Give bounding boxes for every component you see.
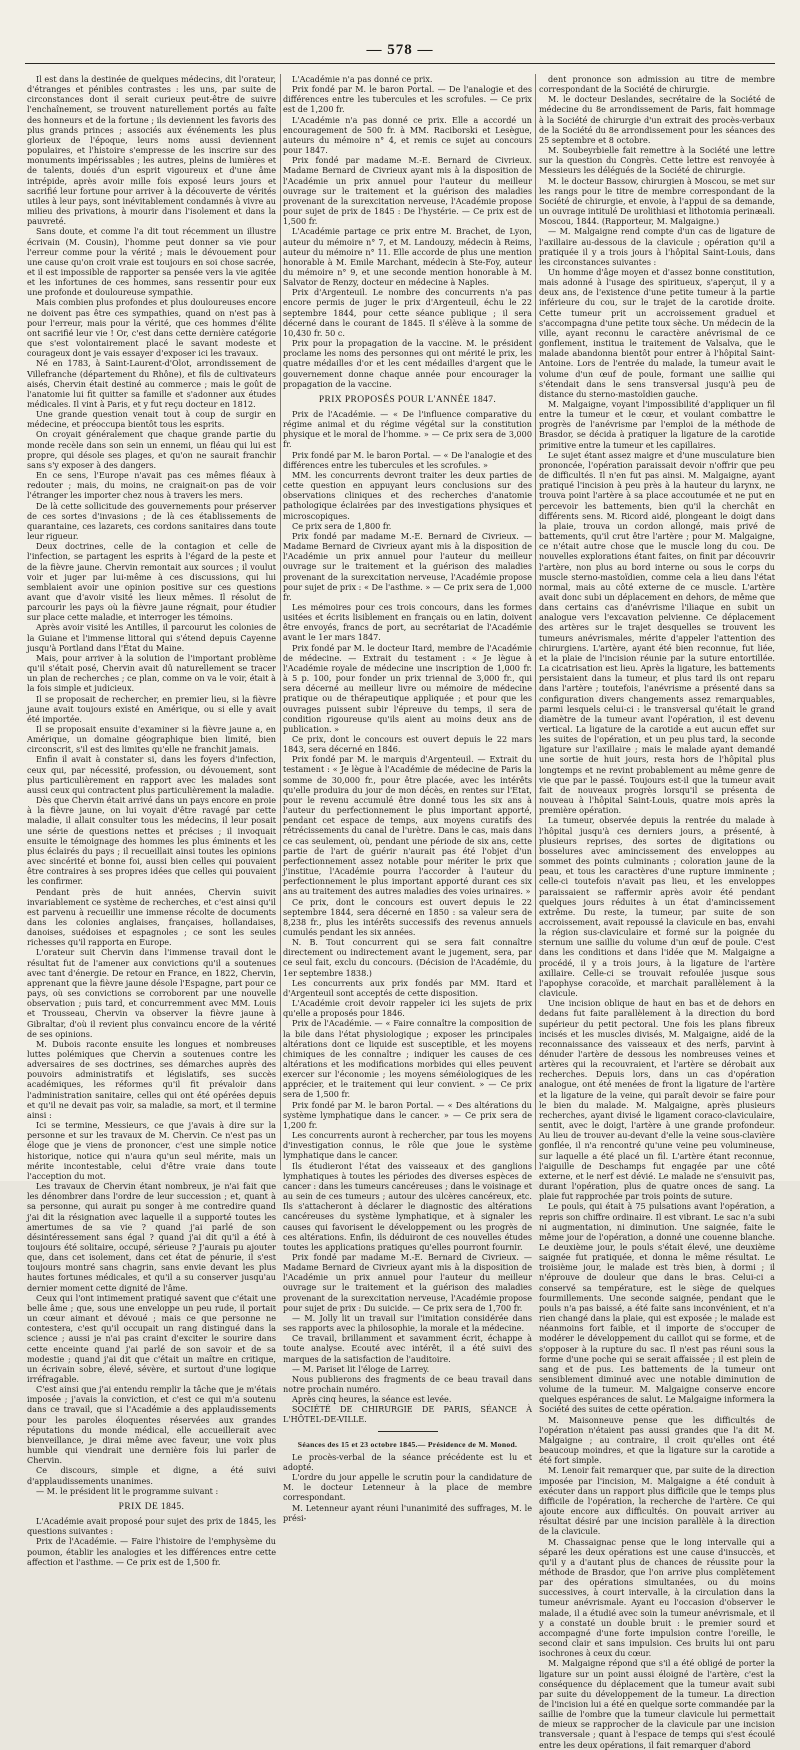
paragraph: L'Académie n'a pas donné ce prix. Elle a accordé un encouragement de 500 fr. à MM. Raciborski et Lesègue, auteurs du mémoire n° 4, et remis ce sujet au concours pour 1847.	[283, 114, 532, 156]
paragraph: L'Académie n'a pas donné ce prix.	[292, 74, 433, 84]
paragraph: C'est ainsi que j'ai entendu remplir la tâche que je m'étais imposée ; j'avais la conviction, et c'est ce qui m'a soutenu dans ce travail, que si l'Académie a des applaudissements pour les paroles éloquentes réservées aux grandes réputations du monde médical, elle accueillerait avec bienveillance, je dirai même avec faveur, une voix plus humble qui viendrait une dernière fois lui parler de Chervin.	[27, 1384, 276, 1466]
paragraph: Ce prix, dont le concours est ouvert depuis le 22 mars 1843, sera décerné en 1846.	[283, 734, 532, 755]
section-heading: PRIX DE 1845.	[118, 1501, 185, 1512]
paragraph: M. Chassaignac pense que le long intervalle qui a séparé les deux opérations est une cause d'insuccès, et qu'il y a d'autant plus de chances de réussite pour la méthode de Brasdor, que l'on arrive plus complètement par des opérations simultanées, ou du moins successives, à court intervalle, à la circulation dans la tumeur anévrismale. Ayant eu l'occasion d'observer le malade, il a étudié avec soin la tumeur anévrismale, et il y a constaté un double bruit : le premier sourd et accompagné d'une forte impulsion contre l'oreille, le second clair et sans impulsion. Ces bruits lui ont paru isochrones à ceux du cœur.	[539, 1536, 775, 1659]
paragraph: Nous publierons des fragments de ce beau travail dans notre prochain numéro.	[283, 1373, 532, 1394]
paragraph: Sans doute, et comme l'a dit tout récemment un illustre écrivain (M. Cousin), l'homme peut donner sa vie pour l'erreur comme pour la vérité ; mais le dévouement pour une cause qu'on croit vraie est toujours en soi chose sacrée, et il est impossible de rapporter sa pensée vers la vie agitée et les infortunes de ces hommes, sans ressentir pour eux une profonde et douloureuse sympathie.	[27, 226, 276, 298]
paragraph: Ils étudieront l'état des vaisseaux et des ganglions lymphatiques à toutes les périodes des diverses espèces de cancer : dans les tumeurs cancéreuses ; dans le voisinage et au sein de ces tumeurs ; autour des ulcères cancéreux, etc. Ils s'attacheront à déclarer le diagnostic des altérations cancéreuses du système lymphatique, et à signaler les causes qui favorisent le développement ou les progrès de ces altérations. Enfin, ils déduiront de ces nouvelles études toutes les applications pratiques qu'elles pourront fournir.	[283, 1160, 532, 1252]
paragraph: Mais combien plus profondes et plus douloureuses encore ne doivent pas être ces sympathies, quand on n'est pas à pour l'erreur, mais pour la vérité, que ces hommes d'élite ont sacrifié leur vie ! Or, c'est dans cette dernière catégorie que s'est volontairement placé le savant modeste et courageux dont je vais essayer d'exposer ici les travaux.	[27, 297, 276, 359]
paragraph: Prix fondé par M. le baron Portal. — « Des altérations du système lymphatique dans le cancer. » — Ce prix sera de 1,200 fr.	[283, 1099, 532, 1130]
paragraph: Prix fondé par madame M.-E. Bernard de Civrieux. — Madame Bernard de Civrieux ayant mis à la disposition de l'Académie un prix annuel pour l'auteur du meilleur ouvrage sur le traitement et la guérison des maladies provenant de la surexcitation nerveuse, l'Académie propose pour sujet de prix : « De l'asthme. » — Ce prix sera de 1,000 fr.	[283, 530, 532, 602]
paragraph: Un homme d'âge moyen et d'assez bonne constitution, mais adonné à l'usage des spiritueux, s'aperçut, il y a deux ans, de l'existence d'une petite tumeur à la partie inférieure du cou, sur le trajet de la carotide droite. Cette tumeur prit un accroissement graduel et s'accompagna d'une petite toux sèche. Un médecin de la ville, ayant reconnu le caractère anévrismal de ce gonflement, institua le traitement de Valsalva, que le malade abandonna bientôt pour entrer à l'hôpital Saint-Antoine. Lors de l'entrée du malade, la tumeur avait le volume d'un œuf de poule, formant une saillie qui s'étendait dans le sens transversal jusqu'à peu de distance du sterno-mastoïdien gauche.	[539, 266, 775, 399]
paragraph: — M. Pariset lit l'éloge de Larrey.	[292, 1363, 430, 1374]
paragraph: Pendant près de huit années, Chervin suivit invariablement ce système de recherches, et c'est ainsi qu'il est parvenu à recueillir une immense récolte de documents dans les colonies anglaises, françaises, hollandaises, danoises, suédoises et espagnoles ; ce sont les seules richesses qu'il rapporta en Europe.	[27, 886, 276, 948]
paragraph: Les concurrents aux prix fondés par MM. Itard et d'Argenteuil sont acceptés de cette disposition.	[283, 977, 532, 998]
paragraph: MM. les concurrents devront traiter les deux parties de cette question en appuyant leurs conclusions sur des observations cliniques et des recherches d'anatomie pathologique éclairées par des investigations physiques et microscopiques.	[283, 469, 532, 521]
paragraph: Prix fondé par M. le baron Portal. — « De l'analogie et des différences entre les tubercules et les scrofules. »	[283, 449, 532, 470]
paragraph: Prix fondé par madame M.-E. Bernard de Civrieux. Madame Bernard de Civrieux ayant mis à la disposition de l'Académie un prix annuel pour l'auteur du meilleur ouvrage sur le traitement et la guérison des maladies provenant de la surexcitation nerveuse, l'Académie propose pour sujet de prix de 1845 : De l'hystérie. — Ce prix est de 1,500 fr.	[283, 155, 532, 227]
paragraph: — M. Malgaigne rend compte d'un cas de ligature de l'axillaire au-dessous de la clavicule ; opération qu'il a pratiquée il y a trois jours à l'hôpital Saint-Louis, dans les circonstances suivantes :	[539, 226, 775, 267]
paragraph: N. B. Tout concurrent qui se sera fait connaître directement ou indirectement avant le jugement, sera, par ce seul fait, exclu du concours. (Décision de l'Académie, du 1er septembre 1838.)	[283, 937, 532, 978]
paragraph: Ce discours, simple et digne, a été suivi d'applaudissements unanimes.	[27, 1465, 276, 1486]
section-rule	[378, 1431, 438, 1432]
paragraph: M. Malgaigne, voyant l'impossibilité d'appliquer un fil entre la tumeur et le cœur, et voulant combattre le progrès de l'anévrisme par l'emploi de la méthode de Brasdor, se décida à pratiquer la ligature de la carotide primitive entre la tumeur et les capillaires.	[539, 399, 775, 450]
header-rule	[25, 63, 775, 64]
paragraph: Ce prix, dont le concours est ouvert depuis le 22 septembre 1844, sera décerné en 1850 : sa valeur sera de 8,238 fr., plus les intérêts successifs des revenus annuels cumulés pendant les six années.	[283, 896, 532, 937]
column-divider-right	[535, 74, 536, 1170]
paragraph: Prix de l'Académie. — « Faire connaître la composition de la bile dans l'état physiologique ; exposer les principales altérations dont ce liquide est susceptible, et les moyens chimiques de les connaître ; indiquer les causes de ces altérations et les modifications morbides qui elles peuvent exercer sur l'économie ; les moyens séméiologiques de les apprécier, et le traitement qui leur convient. » — Ce prix sera de 1,500 fr.	[283, 1018, 532, 1100]
paragraph: Ceux qui l'ont intimement pratiqué savent que c'était une belle âme ; que, sous une enveloppe un peu rude, il portait un cœur aimant et dévoué ; mais ce que personne ne contestera, c'est qu'il occupait un rang distingué dans la science ; aussi je n'ai pas craint d'exciter le sourire dans cette enceinte quand j'ai parlé de son savoir et de sa modestie ; quand j'ai dit que c'était un maître en critique, un écrivain sobre, élevé, sévère, et surtout d'une logique irréfragable.	[27, 1292, 276, 1384]
page-number: — 578 —	[366, 42, 434, 58]
paragraph: M. Dubois raconte ensuite les longues et nombreuses luttes polémiques que Chervin a soutenues contre les adversaires de ses doctrines, ses démarches auprès des pouvoirs administratifs et législatifs, ses succès académiques, les réformes qu'il fit prévaloir dans l'administration sanitaire, celles qui ont été opérées depuis et qu'il ne devait pas voir, sa maladie, sa mort, et il termine ainsi :	[27, 1038, 276, 1120]
paragraph: On croyait généralement que chaque grande partie du monde recèle dans son sein un ennemi, un fléau qui lui est propre, qui désole ses plages, et qu'on ne saurait franchir sans s'y exposer à des dangers.	[27, 429, 276, 470]
paragraph: M. le docteur Deslandes, secrétaire de la Société de médecine du 8e arrondissement de Paris, fait hommage à la Société de chirurgie d'un extrait des procès-verbaux de la Société du 8e arrondissement pour les séances des 25 septembre et 8 octobre.	[539, 94, 775, 145]
paragraph: Ce prix sera de 1,800 fr.	[292, 520, 392, 531]
paragraph: Il est dans la destinée de quelques médecins, dit l'orateur, d'étranges et pénibles contrastes : les uns, par suite de circonstances dont il serait curieux peut-être de suivre l'enchaînement, se trouvent naturellement portés au faîte des honneurs et de la fortune ; ils deviennent les favoris des plus grands princes ; associés aux événements les plus glorieux de l'époque, leurs noms aussi deviennent populaires, et l'histoire s'empresse de les inscrire sur des monuments impérissables ; les autres, pleins de lumières et de talents, doués d'un esprit vigoureux et d'une âme intrépide, après avoir mille fois exposé leurs jours et sacrifié leur fortune pour arriver à la découverte de vérités utiles à leur pays, sont inévitablement condamnés à vivre au milieu des privations, à mourir dans l'isolement et dans la pauvreté.	[27, 74, 276, 227]
paragraph: Prix fondé par M. le marquis d'Argenteuil. — Extrait du testament : « Je lègue à l'Académie de médecine de Paris la somme de 30,000 fr., pour être placée, avec les intérêts qu'elle produira du jour de mon décès, en rentes sur l'Etat, pour le revenu accumulé être donné tous les six ans à l'auteur du perfectionnement le plus important apporté, pendant cet espace de temps, aux moyens curatifs des rétrécissements du canal de l'urètre. Dans le cas, mais dans ce cas seulement, où, pendant une période de six ans, cette partie de l'art de guérir n'aurait pas été l'objet d'un perfectionnement assez notable pour mériter le prix que j'institue, l'Académie pourra l'accorder à l'auteur du perfectionnement le plus important apporté durant ces six ans au traitement des autres maladies des voies urinaires. »	[283, 754, 532, 897]
paragraph: De là cette sollicitude des gouvernements pour préserver de ces sortes d'invasions ; de là ces établissements de quarantaine, ces lazarets, ces cordons sanitaires dans toute leur rigueur.	[27, 500, 276, 542]
column-divider-left	[280, 74, 281, 1170]
paragraph: L'ordre du jour appelle le scrutin pour la candidature de M. le docteur Letenneur à la place de membre correspondant.	[283, 1472, 532, 1503]
column-middle	[283, 74, 532, 1523]
paragraph: Il se proposait ensuite d'examiner si la fièvre jaune a, en Amérique, un domaine géographique bien limité, bien circonscrit, s'il est des limites qu'elle ne franchit jamais.	[27, 724, 276, 755]
paragraph: L'Académie partage ce prix entre M. Brachet, de Lyon, auteur du mémoire n° 7, et M. Landouzy, médecin à Reims, auteur du mémoire n° 11. Elle accorde de plus une mention honorable à M. Emile Marchant, médecin à Ste-Foy, auteur du mémoire n° 9, et une seconde mention honorable à M. Salvator de Renzy, docteur en médecine à Naples.	[283, 226, 532, 288]
paragraph: M. Lenoir fait remarquer que, par suite de la direction imposée par l'incision, M. Malgaigne a été conduit à exécuter dans un rapport plus difficile que le temps plus difficile de l'opération, la recherche de l'artère. Ce qui ajoute encore aux difficultés. On pouvait arriver au résultat désiré par une incision parallèle à la direction de la clavicule.	[539, 1465, 775, 1537]
paragraph: Mais, pour arriver à la solution de l'important problème qu'il s'était posé, Chervin avait dû naturellement se tracer un plan de recherches ; ce plan, comme on va le voir, était à la fois simple et judicieux.	[27, 652, 276, 694]
paragraph: Prix fondé par M. le baron Portal. — De l'analogie et des différences entre les tubercules et les scrofules. — Ce prix est de 1,200 fr.	[283, 84, 532, 115]
paragraph: — M. le président lit le programme suivant :	[36, 1485, 219, 1496]
paragraph: Ici se termine, Messieurs, ce que j'avais à dire sur la personne et sur les travaux de M. Chervin. Ce n'est pas un éloge que je viens de prononcer, c'est une simple notice historique, notice qui n'aura qu'un seul mérite, mais un mérite incontestable, celui d'être vraie dans toute l'acception du mot.	[27, 1120, 276, 1181]
paragraph: Dès que Chervin était arrivé dans un pays encore en proie à la fièvre jaune, on lui voyait d'être ravagé par cette maladie, il allait consulter tous les médecins, il leur posait une série de questions nettes et précises ; il invoquait ensuite le témoignage des hommes les plus éminents et les plus éclairés du pays ; il recueillait ainsi toutes les opinions avec sincérité et bonne foi, aussi bien celles qui pouvaient être contraires à ses propres idées que celles qui pouvaient les confirmer.	[27, 795, 276, 887]
paragraph: M. Letenneur ayant réuni l'unanimité des suffrages, M. le prési-	[283, 1502, 532, 1523]
paragraph: Le pouls, qui était à 75 pulsations avant l'opération, a repris son chiffre ordinaire. Il est vibrant. Le sac n'a subi ni augmentation, ni diminution. Une saignée, faite le même jour de l'opération, a donné une couenne blanche. Le deuxième jour, le pouls s'était élevé, une deuxième saignée fut pratiquée, et donna le même résultat. Le troisième jour, le malade est très bien, à dormi ; il n'éprouve de douleur que dans le bras. Celui-ci a conservé sa température, est le siège de quelques fourmillements. Une seconde saignée, pendant que le pouls n'a pas baissé, a été faite sans inconvénient, et n'a rien changé dans la plaie, qui est exposée ; le malade est néanmoins fort faible, et il importe de s'occuper de modérer le développement du caillot qui se forme, et de s'opposer à la rupture du sac. Il n'est pas réuni sous la forme d'une poche qui se serait affaissée ; il est plein de sang et de pus. Les battements de la tumeur ont sensiblement diminué avec une notable diminution de volume de la tumeur. M. Malgaigne conserve encore quelques espérances de salut. Le Malgaigne informera la Société des suites de cette opération.	[539, 1201, 775, 1415]
column-left	[27, 74, 276, 1567]
paragraph: Prix fondé par M. le docteur Itard, membre de l'Académie de médecine. — Extrait du testament : « Je lègue à l'Académie royale de médecine une inscription de 1,000 fr. à 5 p. 100, pour fonder un prix triennal de 3,000 fr., qui sera décerné au meilleur livre ou mémoire de médecine pratique ou de thérapeutique appliquée ; et pour que les ouvrages puissent subir l'épreuve du temps, il sera de condition rigoureuse qu'ils aient au moins deux ans de publication. »	[283, 642, 532, 734]
paragraph: — M. Jolly lit un travail sur l'imitation considérée dans ses rapports avec la philosophie, la morale et la médecine.	[283, 1312, 532, 1334]
paragraph: L'Académie avait proposé pour sujet des prix de 1845, les questions suivantes :	[27, 1516, 276, 1537]
paragraph: La tumeur, observée depuis la rentrée du malade à l'hôpital jusqu'à ces derniers jours, a présenté, à plusieurs reprises, des sortes de digitations ou bosselures avec amincissement des enveloppes au sommet des points culminants ; coloration jaune de la peau, et tous les caractères d'une rupture imminente ; celle-ci toutefois n'avait pas lieu, et les enveloppes paraissaient se raffermir après avoir été pendant quelques jours réduites à un état d'amincissement extrême. Du reste, la tumeur, par suite de son accroissement, avait repoussé la clavicule en bas, envahi la région sus-claviculaire et formé sur la poignée du sternum une saillie du volume d'un œuf de poule. C'est dans les conditions et dans l'idée que M. Malgaigne a procédé, il y a trois jours, à la ligature de l'artère axillaire. Celle-ci se trouvait refoulée jusque sous l'apophyse coracoïde, et marchait parallèlement à la clavicule.	[539, 815, 775, 999]
paragraph: SOCIÉTÉ DE CHIRURGIE DE PARIS, SÉANCE À L'HÔTEL-DE-VILLE.	[283, 1404, 532, 1425]
paragraph: Il se proposait de rechercher, en premier lieu, si la fièvre jaune avait toujours existé en Amérique, ou si elle y avait été importée.	[27, 693, 276, 724]
paragraph: Après cinq heures, la séance est levée.	[292, 1394, 452, 1405]
page-header	[25, 40, 775, 64]
paragraph: Les concurrents auront à rechercher, par tous les moyens d'investigation connus, le rôle que joue le système lymphatique dans le cancer.	[283, 1130, 532, 1161]
paragraph: Après avoir visité les Antilles, il parcourut les colonies de la Guiane et l'immense littoral qui s'étend depuis Cayenne jusqu'à Portland dans l'État du Maine.	[27, 622, 276, 653]
paragraph: M. Malgaigne répond que s'il a été obligé de porter la ligature sur un point aussi éloigné de l'artère, c'est la conséquence du déplacement que la tumeur avait subi par suite du développement de la tumeur. La direction de l'incision lui a été en quelque sorte commandée par la saillie de l'ombre que la tumeur clavicule lui permettait de mieux se rapprocher de la clavicule par une incision transversale ; quant à l'espace de temps qui s'est écoulé entre les deux opérations, il fait remarquer d'abord	[539, 1658, 775, 1750]
paragraph: En ce sens, l'Europe n'avait pas ces mêmes fléaux à redouter ; mais, du moins, ne craignait-on pas de voir l'étranger les importer chez nous à travers les mers.	[27, 470, 276, 501]
paragraph: M. Soubeyrbielle fait remettre à la Société une lettre sur la question du Congrès. Cette lettre est renvoyée à Messieurs les délégués de la Société de chirurgie.	[539, 145, 775, 176]
paragraph: Une incision oblique de haut en bas et de dehors en dedans fut faite parallèlement à la direction du bord supérieur du petit pectoral. Une fois les plans fibreux incisés et les muscles divisés, M. Malgaigne, aidé de la reconnaissance des vaisseaux et des nerfs, parvint à dénuder l'artère de dessous les nombreuses veines et artères qui la recouvraient, et l'artère se dérobait aux recherches. Depuis lors, dans un cas d'opération analogue, ont été menées de front la ligature de l'artère et la ligature de la veine, qui paraît devoir se faire pour le bien du malade. M. Malgaigne, après plusieurs recherches, ayant divisé le ligament coraco-claviculaire, sentit, avec le doigt, l'artère à une grande profondeur. Au lieu de trouver au-devant d'elle la veine sous-clavière gonflée, il n'a rencontré qu'une veine peu volumineuse, sur laquelle a été placé un fil. L'artère étant reconnue, l'aiguille de Deschamps fut engagée par une côté externe, et le nerf est dévié. Le malade ne s'ensuivit pas, durant l'opération, plus de quatre onces de sang. La plaie fut rapprochée par trois points de suture.	[539, 998, 775, 1202]
paragraph: Une grande question venait tout à coup de surgir en médecine, et préoccupa bientôt tous les esprits.	[27, 409, 276, 430]
paragraph: M. Maisonneuve pense que les difficultés de l'opération n'étaient pas aussi grandes que l'a dit M. Malgaigne ; au contraire, il croit qu'elles ont été beaucoup moindres, et que la ligature sur la carotide a été fort simple.	[539, 1414, 775, 1466]
paragraph: Prix de l'Académie. — Faire l'histoire de l'emphysème du poumon, établir les analogies et les différences entre cette affection et l'asthme. — Ce prix est de 1,500 fr.	[27, 1536, 276, 1567]
paragraph: dent prononce son admission au titre de membre correspondant de la Société de chirurgie.	[539, 74, 775, 95]
paragraph: Prix pour la propagation de la vaccine. M. le président proclame les noms des personnes qui ont mérité le prix, les quatre médailles d'or et les cent médailles d'argent que le gouvernement donne chaque année pour encourager la propagation de la vaccine.	[283, 338, 532, 389]
paragraph: Ce travail, brillamment et savamment écrit, échappe à toute analyse. Ecouté avec intérêt, il a été suivi des marques de la satisfaction de l'auditoire.	[283, 1333, 532, 1364]
paragraph: Deux doctrines, celle de la contagion et celle de l'infection, se partagent les esprits à l'égard de la peste et de la fièvre jaune. Chervin remontait aux sources ; il voulut voir et juger par lui-même à ces discussions, qui lui semblaient avoir une opinion positive sur ces questions avant que d'avoir visité les lieux mêmes. Il résolut de parcourir les pays où la fièvre jaune régnait, pour étudier sur place cette maladie, et interroger les témoins.	[27, 541, 276, 623]
paragraph: Le procès-verbal de la séance précédente est lu et adopté.	[283, 1451, 532, 1472]
paragraph: M. le docteur Bassow, chirurgien à Moscou, se met sur les rangs pour le titre de membre correspondant de la Société de chirurgie, et envoie, à l'appui de sa demande, un ouvrage intitulé De urolithiasi et lithotomia perinæali. Moscou, 1844. (Rapporteur, M. Malgaigne.)	[539, 175, 775, 227]
section-heading: Séances des 15 et 23 octobre 1845.— Présidence de M. Monod.	[297, 1439, 518, 1449]
column-right	[539, 74, 775, 1750]
paragraph: Les mémoires pour ces trois concours, dans les formes usitées et écrits lisiblement en français ou en latin, doivent être envoyés, francs de port, au secrétariat de l'Académie avant le 1er mars 1847.	[283, 601, 532, 643]
paragraph: Prix de l'Académie. — « De l'influence comparative du régime animal et du régime végétal sur la constitution physique et le moral de l'homme. » — Ce prix sera de 3,000 fr.	[283, 409, 532, 450]
paragraph: Prix fondé par madame M.-E. Bernard de Civrieux. — Madame Bernard de Civrieux ayant mis à la disposition de l'Académie un prix annuel pour l'auteur du meilleur ouvrage sur le traitement et la guérison des maladies provenant de la surexcitation nerveuse, l'Académie propose pour sujet de prix : Du suicide. — Ce prix sera de 1,700 fr.	[283, 1251, 532, 1313]
paragraph: Enfin il avait à constater si, dans les foyers d'infection, ceux qui, par nécessité, profession, ou dévouement, sont plus particulièrement en rapport avec les malades sont aussi ceux qui contractent plus particulièrement la maladie.	[27, 754, 276, 795]
paragraph: Né en 1783, à Saint-Laurent-d'Olot, arrondissement de Villefranche (département du Rhône), et fils de cultivateurs aisés, Chervin était destiné au commerce ; mais le goût de l'anatomie lui fit quitter sa famille et s'adonner aux études médicales. Il vint à Paris, et y fut reçu docteur en 1812.	[27, 358, 276, 409]
paragraph: L'Académie croit devoir rappeler ici les sujets de prix qu'elle a proposés pour 1846.	[283, 998, 532, 1019]
paragraph: L'orateur suit Chervin dans l'immense travail dont le résultat fut de l'amener aux convictions qu'il a soutenues avec tant d'énergie. De retour en France, en 1822, Chervin, apprenant que la fièvre jaune désole l'Espagne, part pour ce pays, où ses convictions se corroborent par une nouvelle observation ; puis tard, et concurremment avec MM. Louis et Trousseau, Chervin va observer la fièvre jaune à Gibraltar, d'où il revient plus convaincu encore de la vérité de ses opinions.	[27, 947, 276, 1039]
paragraph: Le sujet étant assez maigre et d'une musculature bien prononcée, l'opération paraissait devoir n'offrir que peu de difficultés. Il n'en fut pas ainsi. M. Malgaigne, ayant pratiqué l'incision à peu près à la hauteur du larynx, ne trouva point l'artère à sa place accoutumée et ne put en percevoir les battements, bien qu'il la cherchât en différents sens. M. Ricord aidé, plongeant le doigt dans la plaie, trouva un cordon allongé, mais privé de battements, qu'il crut être l'artère ; pour M. Malgaigne, ce n'était autre chose que le muscle long du cou. De nouvelles explorations étant faites, on finit par découvrir l'artère, non plus au bord interne ou sous le corps du muscle sterno-mastoïdien, comme cela a lieu dans l'état normal, mais au côté externe de ce muscle. L'artère avait donc subi un déplacement en dehors, de même que dans certains cas d'anévrisme l'iliaque en subit un analogue vers l'excavation pelvienne. Ce déplacement des artères sur le trajet desquelles se trouvent les tumeurs anévrismales, mérite d'appeler l'attention des chirurgiens. L'artère, ayant été bien reconnue, fut liée, et la plaie de l'incision réunie par la suture entortillée. La cicatrisation est lieu. Après la ligature, les battements persistaient dans la tumeur, et plus tard ils ont reparu dans l'artère ; toutefois, l'anévrisme a présenté dans sa configuration divers changements assez remarquables, parmi lesquels celui-ci : le transversal qu'était le grand diamètre de la tumeur avant l'opération, il est devenu vertical. La ligature de la carotide a eut aucun effet sur les suites de l'opération, et un peu plus tard, la seconde ligature sur l'axillaire ; mais le malade ayant demandé une sortie de huit jours, resta hors de l'hôpital plus longtemps et ne revint probablement au même genre de vie que par le passé. Toujours est-il que la tumeur avait fait de nouveaux progrès lorsqu'il se présenta de nouveau à l'hôpital Saint-Louis, quatre mois après la première opération.	[539, 449, 775, 816]
paragraph: Prix d'Argenteuil. Le nombre des concurrents n'a pas encore permis de juger le prix d'Argenteuil, échu le 22 septembre 1844, pour cette séance publique ; il sera décerné dans le courant de 1845. Il s'élève à la somme de 10,430 fr. 50 c.	[283, 287, 532, 338]
section-heading: PRIX PROPOSÉS POUR L'ANNÉE 1847.	[318, 394, 497, 405]
paragraph: Les travaux de Chervin étant nombreux, je n'ai fait que les dénombrer dans l'ordre de leur succession ; et, quant à sa personne, qui aurait pu songer à me contredire quand j'ai dit la résignation avec laquelle il a supporté toutes les amertumes de sa vie ? quand j'ai parlé de son désintéressement sans égal ? quand j'ai dit qu'il a été à toujours été solitaire, occupé, sérieuse ? J'aurais pu ajouter que, dans cet isolement, dans cet état de pénurie, il s'est toujours montré sans chagrin, sans envie devant les plus hautes fortunes médicales, et qu'il a su conserver jusqu'au dernier moment cette dignité de l'âme.	[27, 1181, 276, 1293]
